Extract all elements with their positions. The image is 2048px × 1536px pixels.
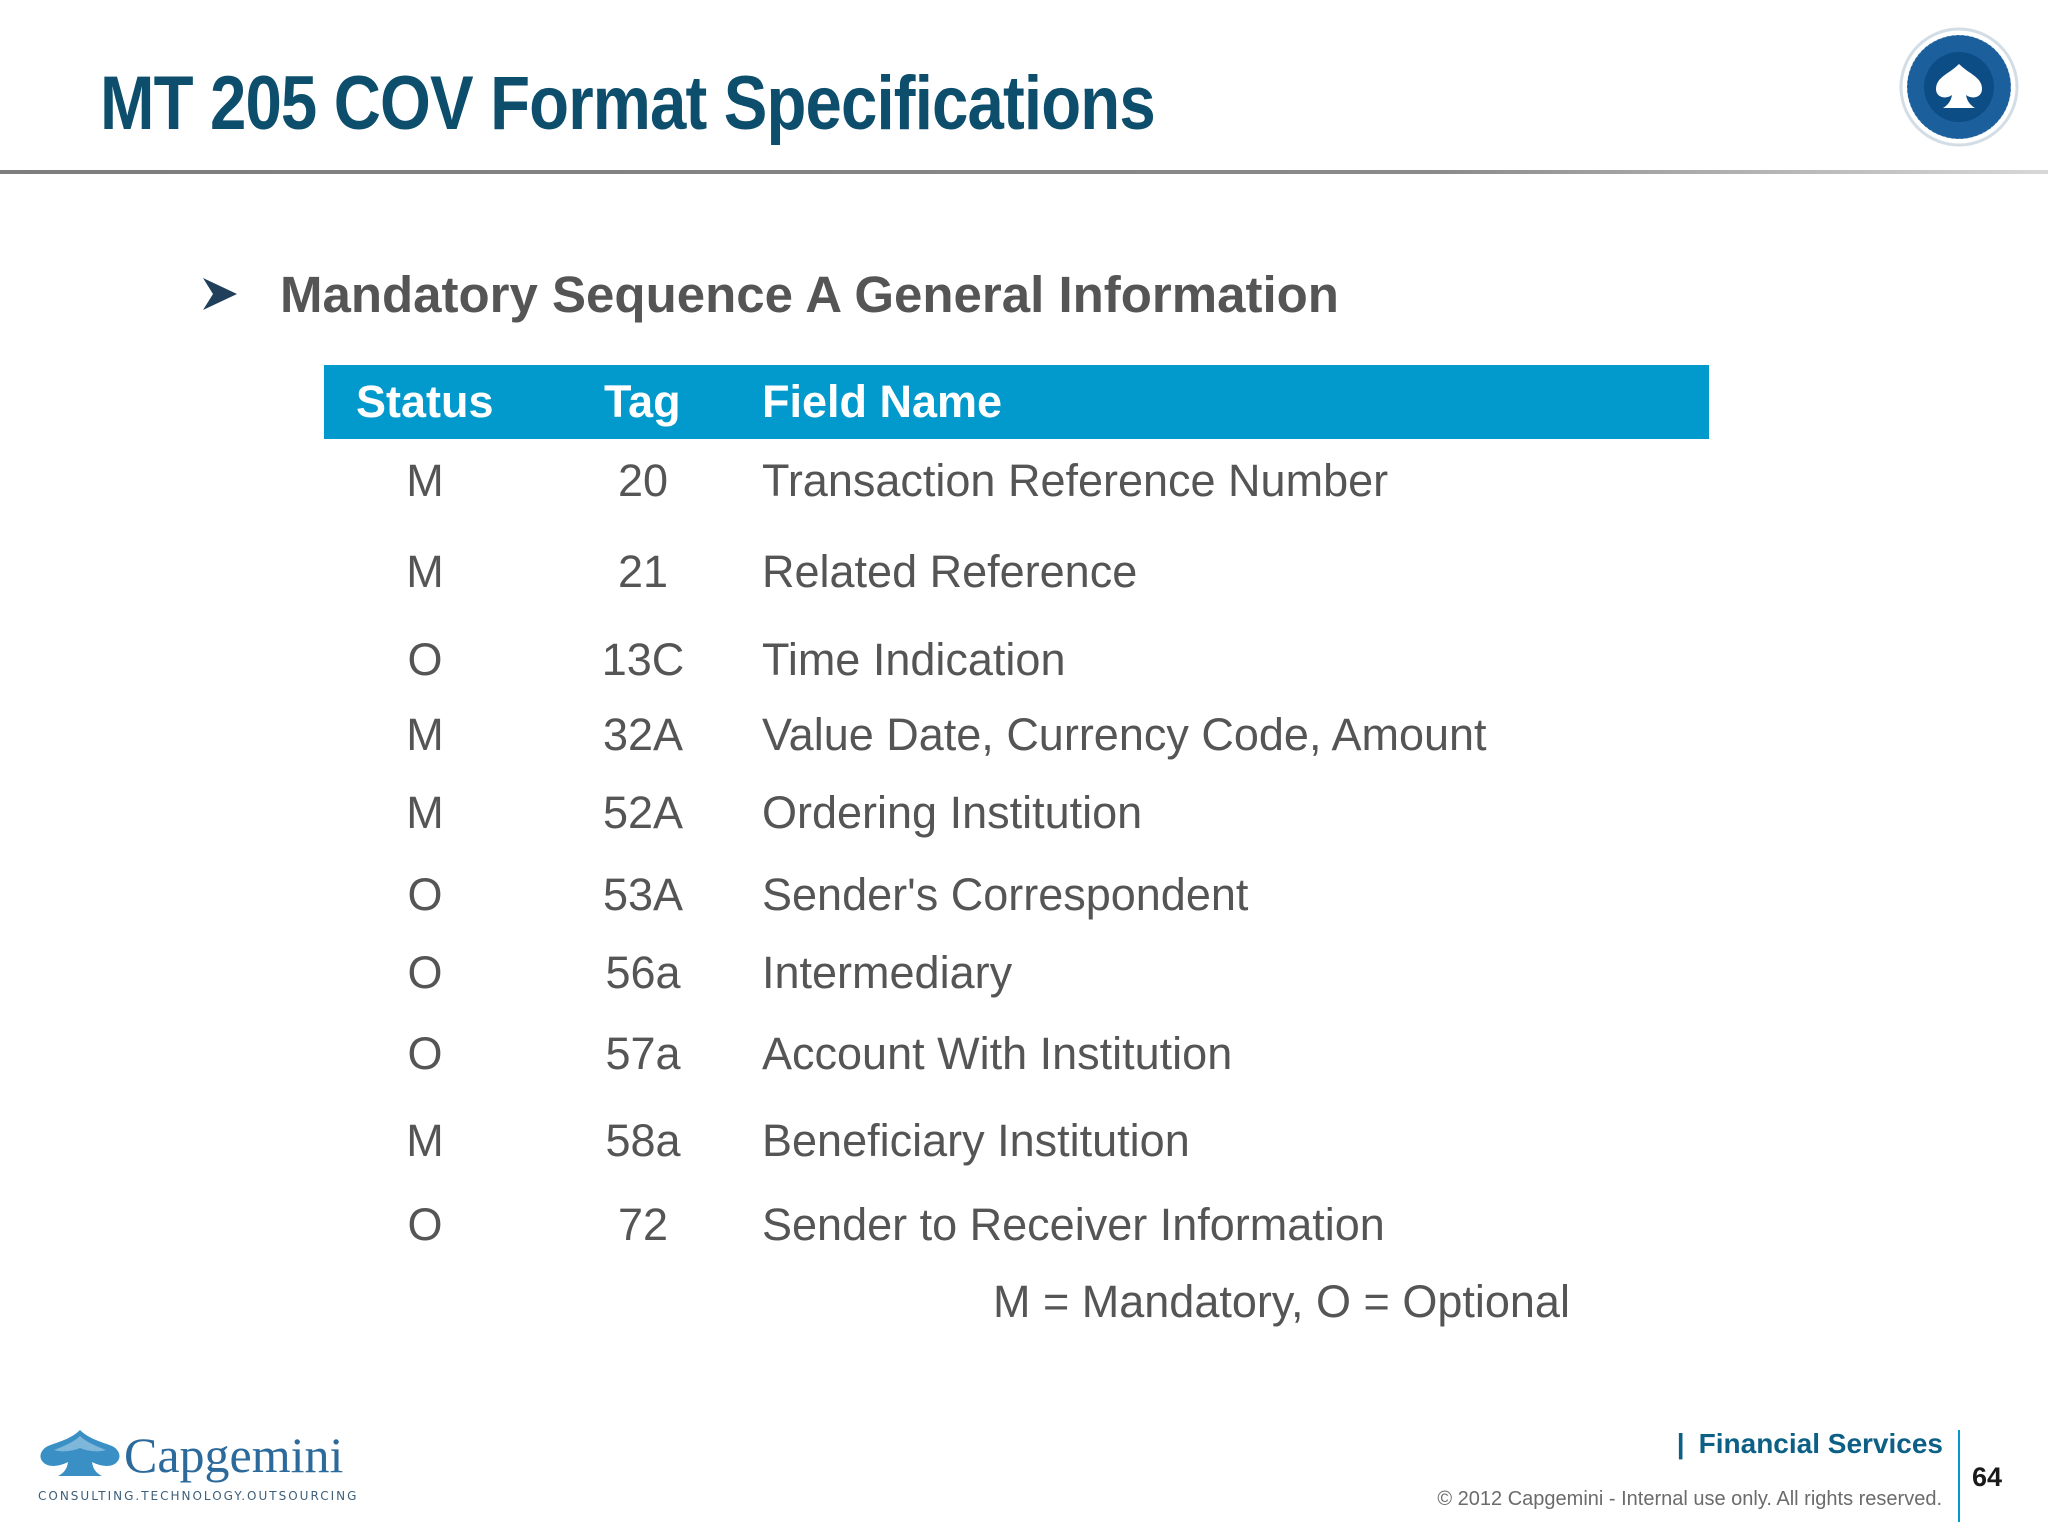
table-header xyxy=(324,365,1709,439)
footer-division-label: Financial Services xyxy=(1698,1428,1943,1459)
slide-title: MT 205 COV Format Specifications xyxy=(100,61,1155,146)
field-name-cell: Beneficiary Institution xyxy=(762,1115,1190,1166)
field-name-cell: Account With Institution xyxy=(762,1028,1233,1079)
spec-table xyxy=(324,365,1709,439)
section-heading: Mandatory Sequence A General Information xyxy=(280,265,1339,323)
field-name-cell: Time Indication xyxy=(762,634,1066,685)
logo-tagline: CONSULTING.TECHNOLOGY.OUTSOURCING xyxy=(38,1489,359,1503)
column-header-status: Status xyxy=(356,376,494,427)
footer-division xyxy=(1677,1428,1943,1460)
collaborative-business-experience-seal-icon xyxy=(1898,26,2020,148)
capgemini-spade-logo-icon xyxy=(36,1422,366,1504)
footer-divider xyxy=(1958,1430,1960,1522)
field-name-cell: Related Reference xyxy=(762,546,1138,597)
field-name-cell: Transaction Reference Number xyxy=(762,455,1389,506)
section-heading-row xyxy=(200,262,1339,326)
page-number: 64 xyxy=(1972,1462,2003,1492)
slide: MT 205 COV Format Specifications Mandatory Sequence A General Information Status Tag Field Name M 20 Transaction Reference Number M 21 Related Reference O 13C Time Indication M 32A Value Date, Currency Code, Amount M 52A Ordering Institution O 53A Sender's Correspondent O 56a Intermediary O 57a Account With Institution M 58a Beneficiary Institution O 72 Sender to Receiver Information M = Mandatory, O = Optional Capgemini CONSULTING.TECHNOLOGY.OUTSOURCING | Financial Services 64 © 2012 Capgemini - Internal use only. All rights reserved. xyxy=(0,0,2048,1536)
field-name-cell: Sender to Receiver Information xyxy=(762,1199,1385,1250)
field-name-cell: Intermediary xyxy=(762,947,1013,998)
copyright-notice: © 2012 Capgemini - Internal use only. All rights reserved. xyxy=(1437,1488,1942,1510)
field-name-cell: Ordering Institution xyxy=(762,787,1143,838)
status-legend: M = Mandatory, O = Optional xyxy=(993,1276,1570,1327)
column-header-tag: Tag xyxy=(604,376,681,427)
footer-separator: | xyxy=(1676,1428,1685,1459)
title-divider xyxy=(0,170,2048,174)
arrowhead-bullet-icon xyxy=(200,274,240,314)
column-header-field-name: Field Name xyxy=(762,376,1003,427)
field-name-cell: Sender's Correspondent xyxy=(762,869,1249,920)
logo-wordmark: Capgemini xyxy=(124,1427,344,1483)
field-name-cell: Value Date, Currency Code, Amount xyxy=(762,709,1487,760)
